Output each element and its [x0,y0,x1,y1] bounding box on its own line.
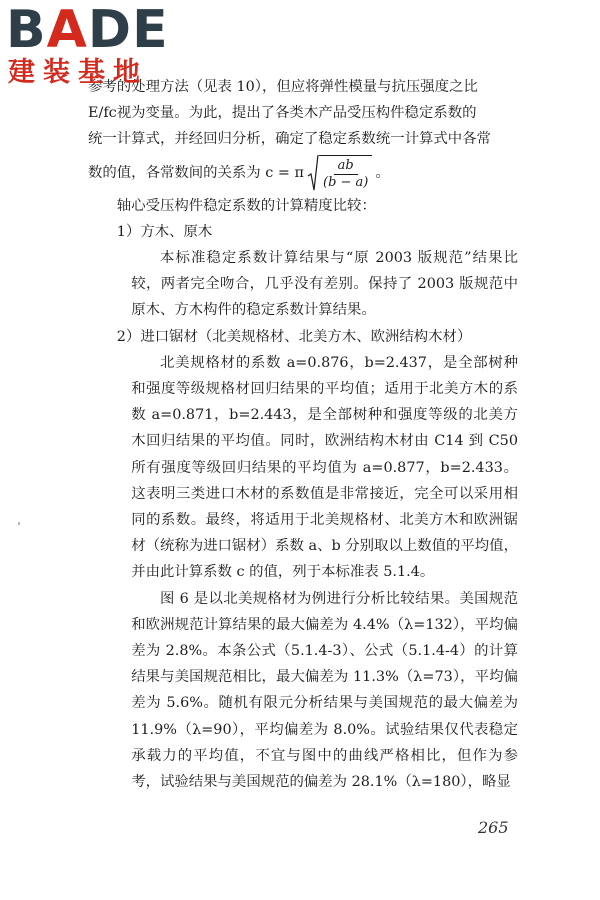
logo-letter: B [6,0,47,60]
logo-letter: A [46,0,88,60]
list-item-label: 2）进口锯材（北美规格材、北美方木、欧洲结构木材） [116,328,472,345]
formula-tail-text: 。 [375,164,390,181]
paragraph: 轴心受压构件稳定系数的计算精度比较： [116,197,376,214]
formula-fraction [319,155,372,191]
logo-letter: E [132,0,169,60]
formula-lead-text: 数的值，各常数间的关系为 c = π [88,164,304,181]
list-item-body: 北美规格材的系数 a=0.876，b=2.437，是全部树种和强度等级规格材回归结果的平均值；适用于北美方木的系数 a=0.871，b=2.443，是全部树种和强度等级的北美方木回归结果的平均值。同时，欧洲结构木材由 C14 到 C50 所有强度等级回归结果的平均值为 a=0.877，b=2.433。这表明三类进口木材的系数值是非常接近，完全可以采用相同的系数。最终，将适用于北美规格材、北美方木和欧洲锯材（统称为进口锯材）系数 a、b 分别取以上数值的平均值，并由此计算系数 c 的值，列于本标准表 5.1.4。 [131,354,518,581]
bade-logo [6,0,196,100]
formula-line [88,153,518,193]
logo-subtitle: 建装基地 [8,57,148,88]
paragraph-line: 参考的处理方法（见表 10），但应将弹性模量与抗压强度之比 [88,79,478,95]
formula-numerator: ab [334,158,358,175]
paragraph: 图 6 是以北美规格材为例进行分析比较结果。美国规范和欧洲规范计算结果的最大偏差为 4.4%（λ=132），平均偏差为 2.8%。本条公式（5.1.4-3）、公式（5.1.4-4）的计算结果与美国规范相比，最大偏差为 11.3%（λ=73），平均偏差为 5.6%。随机有限元分析结果与美国规范的最大偏差为 11.9%（λ=90），平均偏差为 8.0%。试验结果仅代表稳定承载力的平均值，不宜与图中的曲线严格相比，但作为参考，试验结果与美国规范的偏差为 28.1%（λ=180），略显 [131,590,518,791]
logo-letter: D [87,0,133,60]
paragraph-line: E/fc视为变量。为此，提出了各类木产品受压构件稳定系数的 [88,105,477,122]
list-item-body: 本标准稳定系数计算结果与“原 2003 版规范”结果比较，两者完全吻合，几乎没有差别。保持了 2003 版规范中原木、方木构件的稳定系数计算结果。 [131,250,518,319]
radical-sign-icon [307,154,319,192]
logo-word [6,0,196,60]
page-number: 265 [478,818,509,837]
margin-mark [18,522,20,525]
list-item-label: 1）方木、原木 [116,223,213,240]
page-content [88,74,518,795]
logo-text [6,0,169,60]
paragraph-line: 统一计算式，并经回归分析，确定了稳定系数统一计算式中各常 [88,131,491,148]
sqrt-formula [307,154,372,192]
formula-denominator: (b − a) [323,174,369,190]
